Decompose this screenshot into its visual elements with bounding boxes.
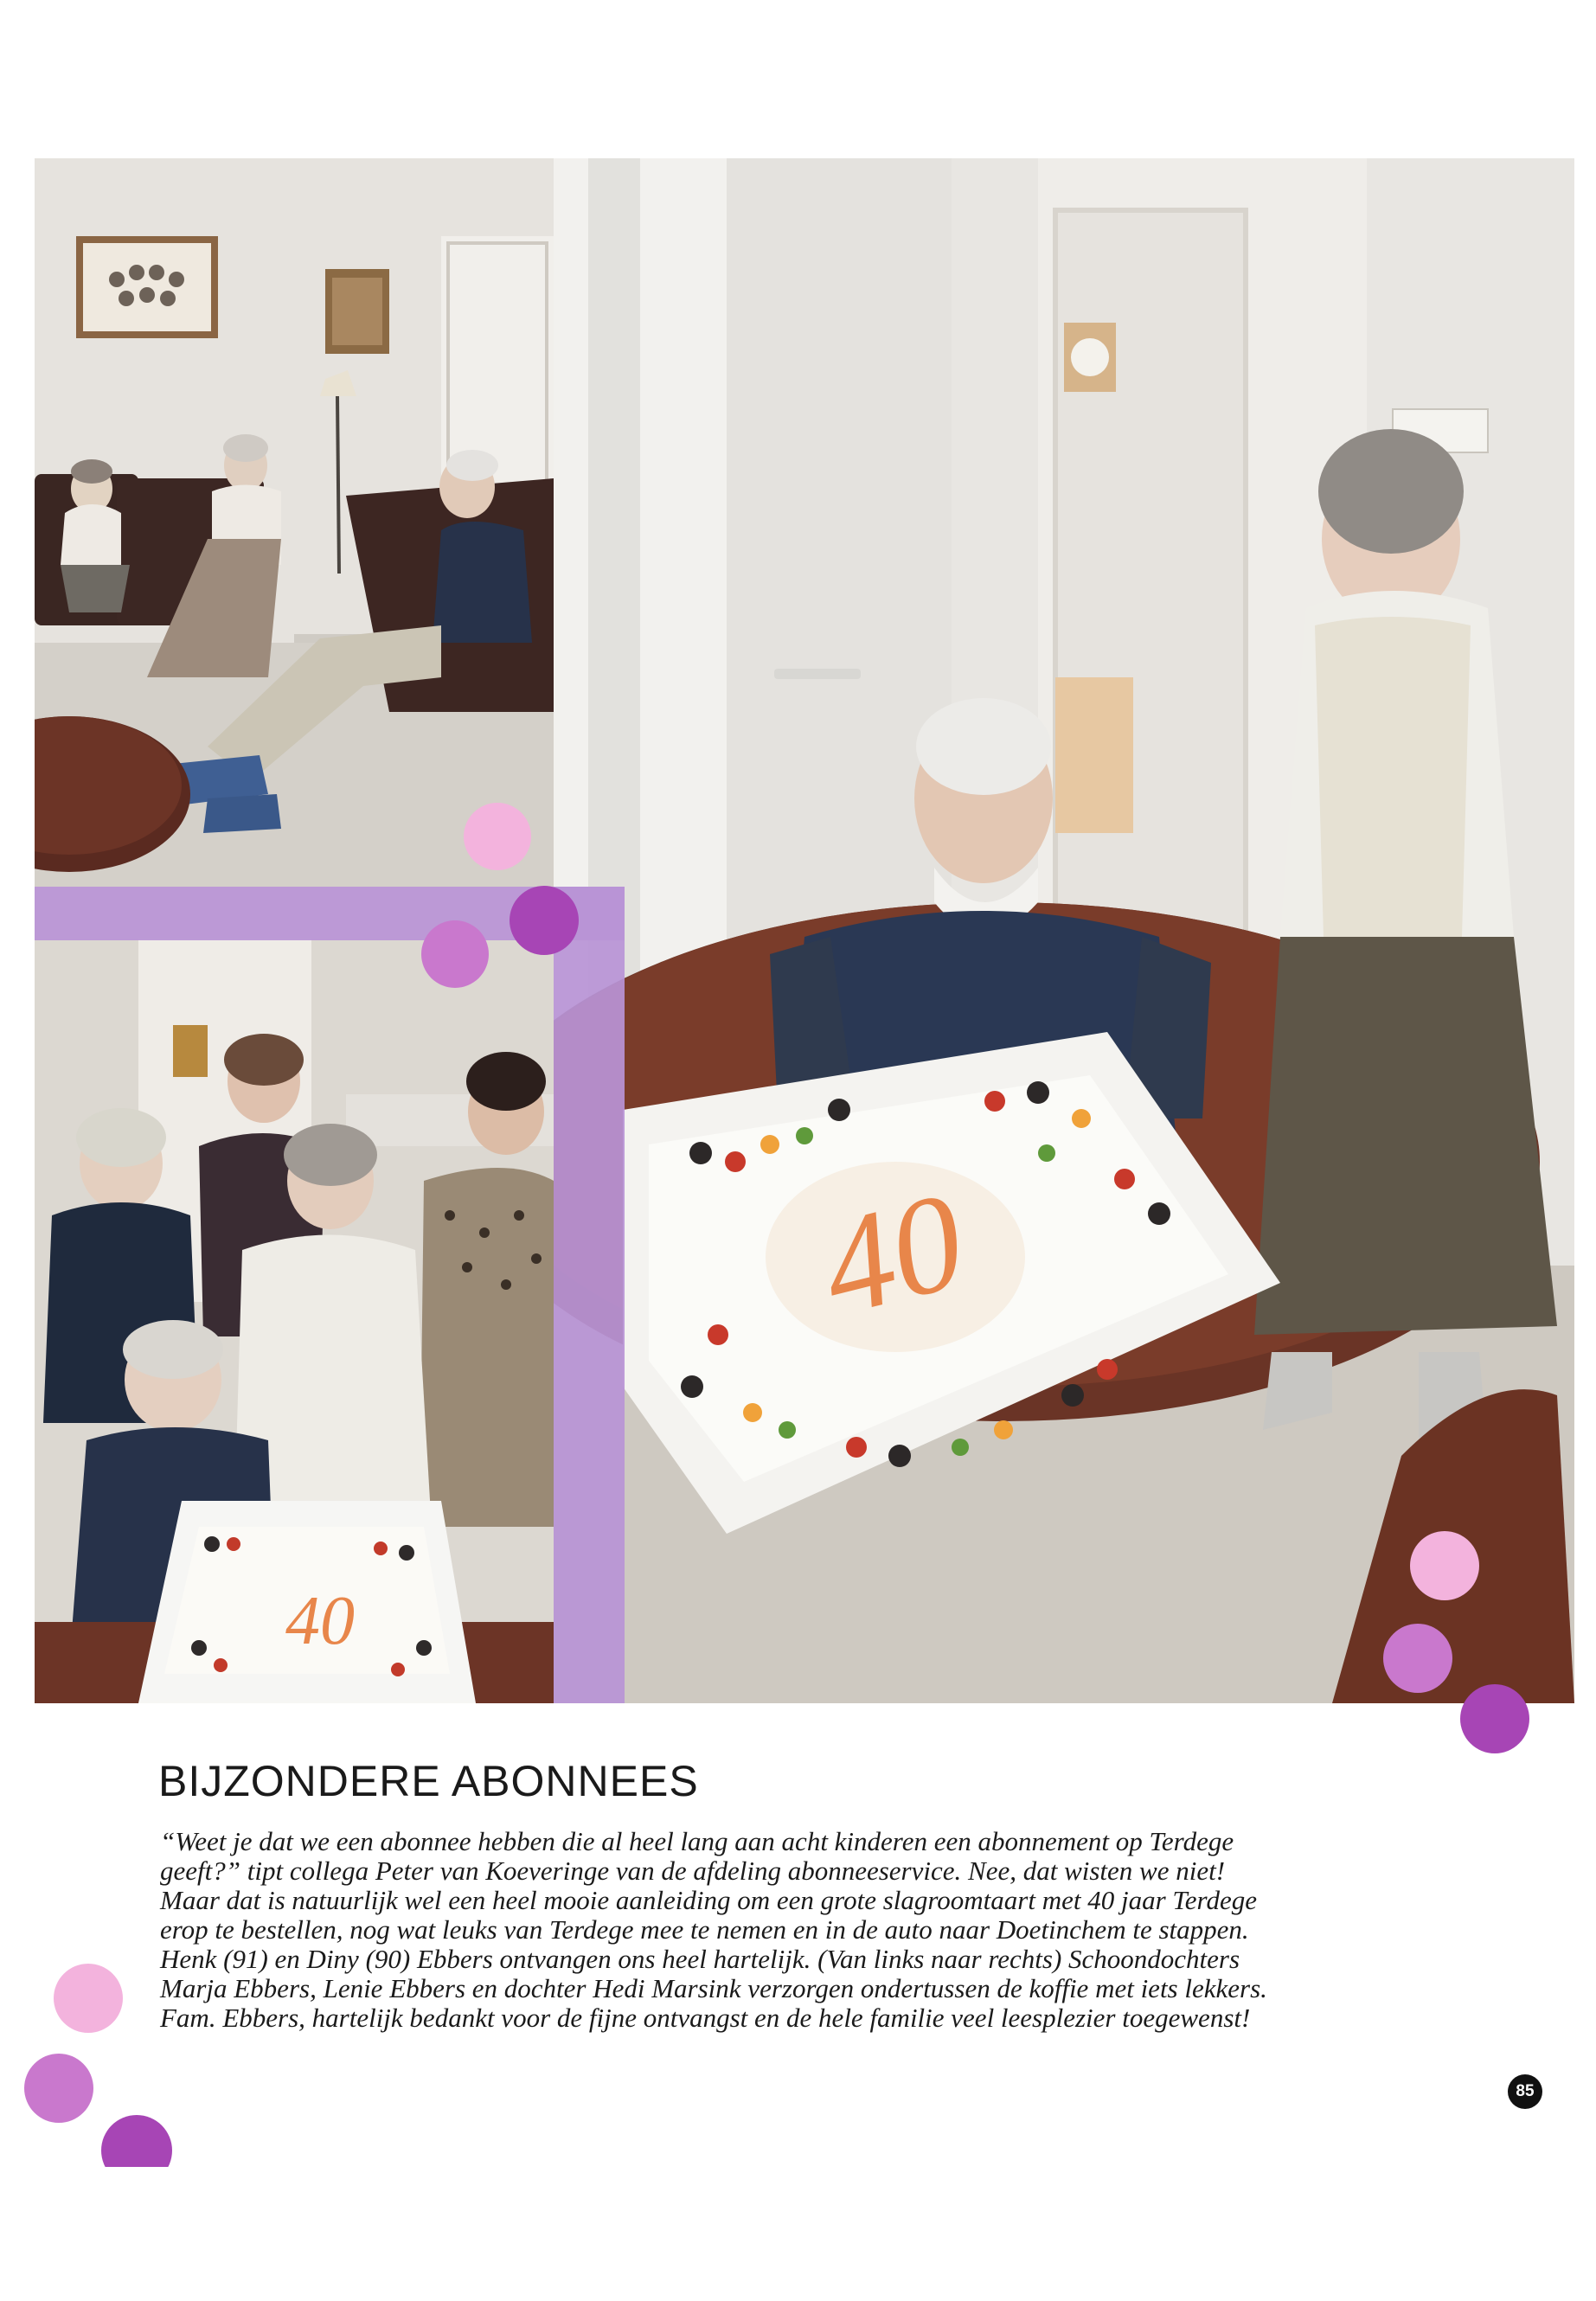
- article-line: erop te bestellen, nog wat leuks van Terdege mee te nemen en in de auto naar Doetinchem te stappen.: [160, 1914, 1249, 1945]
- page-number: 85: [1508, 2074, 1542, 2109]
- decorative-dot: [510, 886, 579, 955]
- photo-couple-cake: [554, 158, 1574, 1703]
- decorative-dot: [1460, 1684, 1529, 1753]
- article-line: “Weet je dat we een abonnee hebben die al heel lang aan acht kinderen een abonnement op Terdege: [160, 1826, 1234, 1856]
- cake-number-small: 40: [285, 1583, 355, 1659]
- decorative-dot: [464, 803, 531, 870]
- decorative-dot: [1410, 1531, 1479, 1600]
- article-line: geeft?” tipt collega Peter van Koeveringe van de afdeling abonneeservice. Nee, dat wisten we niet!: [160, 1856, 1226, 1886]
- cake-number-large: 40: [806, 1162, 978, 1346]
- section-title: BIJZONDERE ABONNEES: [158, 1757, 699, 1805]
- article-line: Henk (91) en Diny (90) Ebbers ontvangen ons heel hartelijk. (Van links naar rechts) Schoondochters: [160, 1944, 1240, 1974]
- article-line: Fam. Ebbers, hartelijk bedankt voor de fijne ontvangst en de hele familie veel leesplezier toegewenst!: [160, 2003, 1251, 2033]
- photo-living-room: [35, 158, 554, 887]
- photo-frame-right: [554, 887, 625, 1703]
- article-line: Marja Ebbers, Lenie Ebbers en dochter Hedi Marsink verzorgen ondertussen de koffie met iets lekkers.: [160, 1973, 1267, 2003]
- decorative-dot: [1383, 1624, 1452, 1693]
- decorative-dot: [421, 920, 489, 988]
- decorative-dot: [24, 2054, 93, 2123]
- photo-family-group: [35, 887, 554, 1703]
- article-body: [160, 1827, 1440, 2033]
- decorative-dot: [101, 2115, 172, 2167]
- article-line: Maar dat is natuurlijk wel een heel mooie aanleiding om een grote slagroomtaart met 40 jaar Terdege: [160, 1885, 1257, 1915]
- decorative-dot: [54, 1964, 123, 2033]
